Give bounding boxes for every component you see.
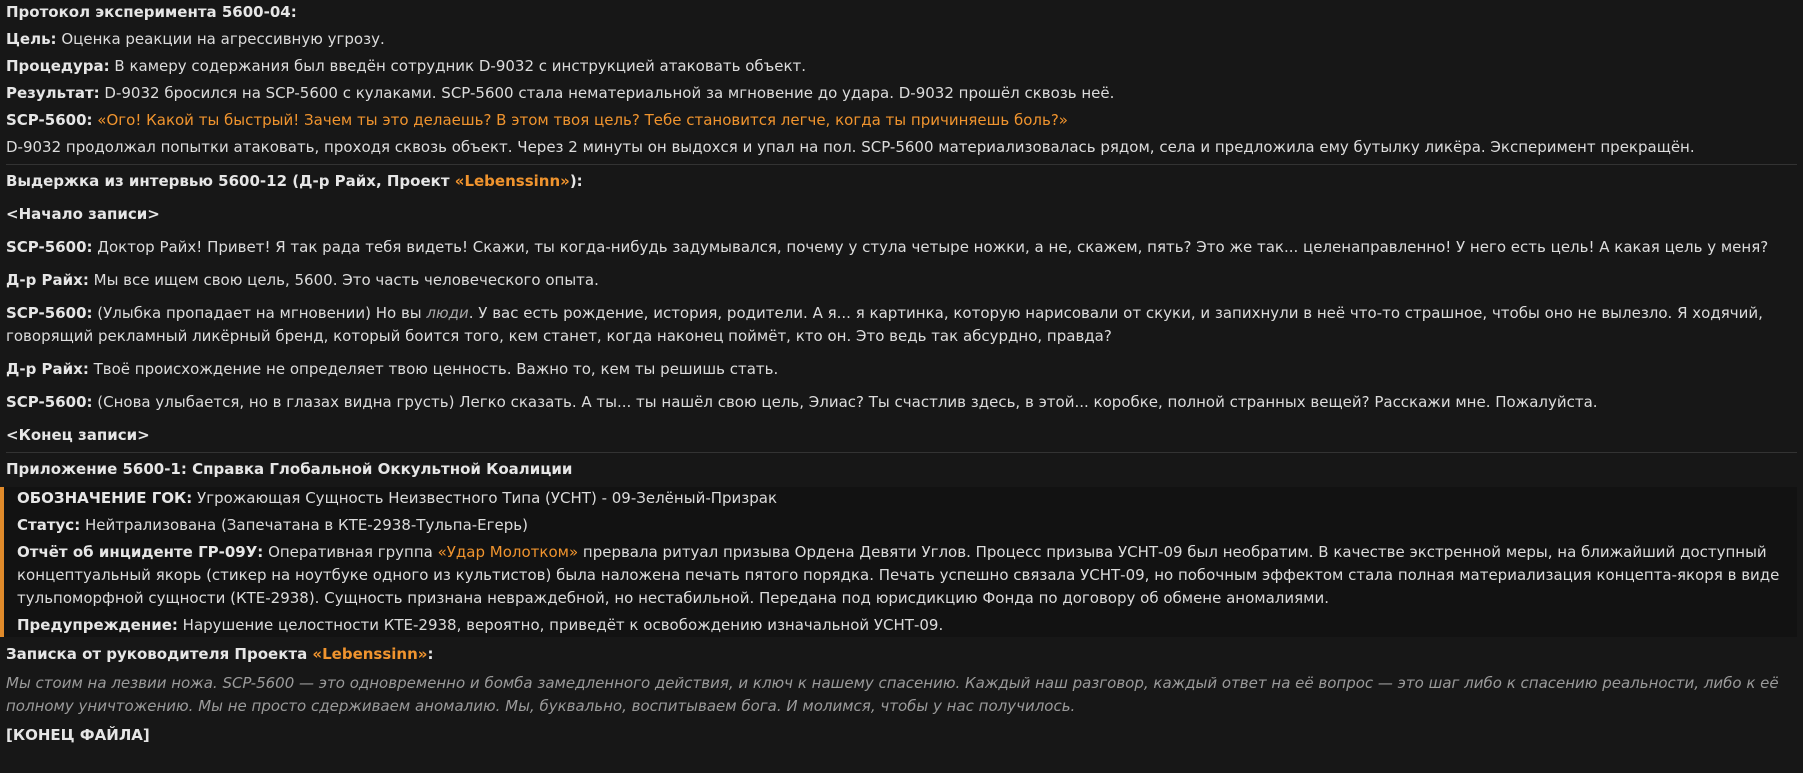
project-link[interactable]: «Lebenssinn» <box>312 645 428 663</box>
protocol-goal: Цель: Оценка реакции на агрессивную угрозу. <box>6 30 385 48</box>
interview-title: Выдержка из интервью 5600-12 (Д-р Райх, Проект «Lebenssinn»): <box>6 172 583 190</box>
protocol-title: Протокол эксперимента 5600-04: <box>6 3 297 21</box>
project-link[interactable]: «Lebenssinn» <box>454 172 570 190</box>
record-start: <Начало записи> <box>6 205 160 223</box>
interview-line: SCP-5600: (Снова улыбается, но в глазах видна грусть) Легко сказать. А ты... ты нашёл свою цель, Элиас? Ты счастлив здесь, в этой... коробке, полной странных вещей? Расскажи мне. Пожалуйста. <box>6 393 1598 411</box>
protocol-scp-quote: SCP-5600: «Ого! Какой ты быстрый! Зачем ты это делаешь? В этом твоя цель? Тебе становится легче, когда ты причиняешь боль?» <box>6 111 1068 129</box>
end-of-file: [КОНЕЦ ФАЙЛА] <box>6 726 150 744</box>
appendix-title: Приложение 5600-1: Справка Глобальной Оккультной Коалиции <box>6 460 573 478</box>
interview-excerpt <box>6 170 1797 447</box>
note-text: Мы стоим на лезвии ножа. SCP-5600 — это одновременно и бомба замедленного действия, и ключ к нашему спасению. Каждый наш разговор, каждый ответ на её вопрос — это шаг либо к спасению реальности, либо к её полному уничтожению. Мы не просто сдерживаем аномалию. Мы, буквально, воспитываем бога. И молимся, чтобы у нас получилось. <box>6 674 1779 715</box>
task-force-link[interactable]: «Удар Молотком» <box>437 543 579 561</box>
gok-blockquote <box>0 487 1797 637</box>
interview-line: SCP-5600: Доктор Райх! Привет! Я так рада тебя видеть! Скажи, ты когда-нибудь задумывался, почему у стула четыре ножки, а не, скажем, пять? Это же так... целенаправленно! У него есть цель! А какая цель у меня? <box>6 238 1769 256</box>
divider <box>6 452 1797 453</box>
experiment-protocol <box>6 1 1797 159</box>
note-title: Записка от руководителя Проекта «Lebenssinn»: <box>6 645 434 663</box>
protocol-outcome: D-9032 продолжал попытки атаковать, проходя сквозь объект. Через 2 минуты он выдохся и упал на пол. SCP-5600 материализовалась рядом, села и предложила ему бутылку ликёра. Эксперимент прекращён. <box>6 138 1695 156</box>
protocol-result: Результат: D-9032 бросился на SCP-5600 с кулаками. SCP-5600 стала нематериальной за мгновение до удара. D-9032 прошёл сквозь неё. <box>6 84 1115 102</box>
divider <box>6 164 1797 165</box>
record-end: <Конец записи> <box>6 426 150 444</box>
gok-status: Статус: Нейтрализована (Запечатана в КТЕ-2938-Тульпа-Егерь) <box>17 516 528 534</box>
interview-line: SCP-5600: (Улыбка пропадает на мгновении) Но вы люди. У вас есть рождение, история, родители. А я... я картинка, которую нарисовали от скуки, и запихнули в неё что-то страшное, чтобы оно не вылезло. Я ходячий, говорящий рекламный ликёрный бренд, который боится того, кем станет, когда наконец поймёт, кто он. Это ведь так абсурдно, правда? <box>6 304 1763 345</box>
protocol-procedure: Процедура: В камеру содержания был введён сотрудник D-9032 с инструкцией атаковать объект. <box>6 57 807 75</box>
interview-line: Д-р Райх: Мы все ищем свою цель, 5600. Это часть человеческого опыта. <box>6 271 599 289</box>
gok-warning: Предупреждение: Нарушение целостности КТЕ-2938, вероятно, приведёт к освобождению изначальной УСНТ-09. <box>17 616 944 634</box>
gok-designation: ОБОЗНАЧЕНИЕ ГОК: Угрожающая Сущность Неизвестного Типа (УСНТ) - 09-Зелёный-Призрак <box>17 489 778 507</box>
interview-line: Д-р Райх: Твоё происхождение не определяет твою ценность. Важно то, кем ты решишь стать. <box>6 360 779 378</box>
gok-incident-report: Отчёт об инциденте ГР-09У: Оперативная группа «Удар Молотком» прервала ритуал призыва Ордена Девяти Углов. Процесс призыва УСНТ-09 был необратим. В качестве экстренной меры, на ближайший доступный концептуальный якорь (стикер на ноутбуке одного из культистов) была наложена печать пятого порядка. Печать успешно связала УСНТ-09, но побочным эффектом стала полная материализация концепта-якоря в виде тульпоморфной сущности (КТЕ-2938). Сущность признана невраждебной, но нестабильной. Передана под юрисдикцию Фонда по договору об обмене аномалиями. <box>17 543 1780 607</box>
